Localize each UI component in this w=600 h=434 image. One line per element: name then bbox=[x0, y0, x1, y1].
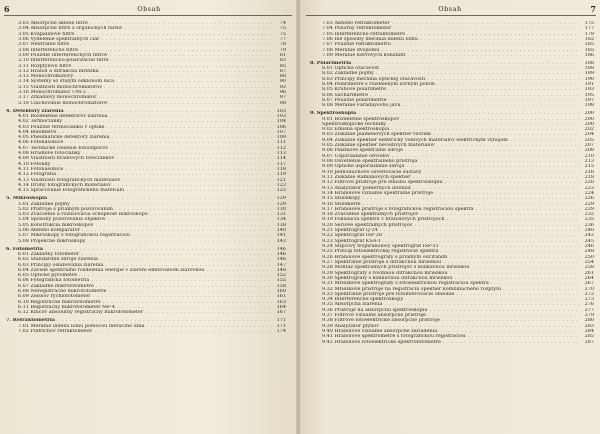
dot-leader bbox=[124, 188, 272, 193]
toc-entry-title: 9.06 Plazmové spektrálne zdroje bbox=[322, 148, 403, 154]
toc-page-number: 254 bbox=[584, 259, 594, 265]
toc-page-number: 272 bbox=[584, 291, 594, 297]
toc-page-number: 242 bbox=[584, 233, 594, 239]
toc-page-number: 175 bbox=[584, 21, 594, 26]
toc-entry-title: 4.14 Druhy fotografických materiálov bbox=[18, 182, 112, 188]
toc-page-number: 171 bbox=[276, 318, 286, 324]
toc-page-number: 182 bbox=[584, 36, 594, 42]
left-page bbox=[0, 0, 298, 434]
toc-page-number: 205 bbox=[584, 137, 594, 143]
toc-entry-title: 9.37 Filtrové vizuálne absorpčné prístroje bbox=[322, 313, 427, 319]
toc-entry-title: 3.11 Rozptylové filtre bbox=[18, 63, 72, 69]
toc-entry-title: 9.03 Získanie plamenových spektier vzoriek bbox=[322, 132, 432, 138]
toc-page-number: 118 bbox=[276, 167, 286, 173]
toc-entry-title: 4.08 Hradlové fotočlánky bbox=[18, 151, 81, 157]
toc-entry-title: 9.16 Stilometre bbox=[322, 201, 361, 207]
toc-entry bbox=[310, 340, 594, 345]
toc-entry-title: 6.03 Princípy oslabovania žiarenia bbox=[18, 262, 104, 268]
toc-page-number: 185 bbox=[584, 42, 594, 48]
toc-page-number: 134 bbox=[276, 217, 286, 223]
toc-entry-title: 6. Fotometria bbox=[6, 246, 43, 252]
dot-leader bbox=[401, 103, 580, 108]
toc-entry-title: 9.21 Spektrograf Q-24 bbox=[322, 228, 378, 234]
toc-page-number: 158 bbox=[276, 283, 286, 289]
toc-entry-title: 9.29 Spektrografy s rovinnou difrakčnou mriežkou bbox=[322, 270, 448, 276]
toc-entry-title: 9.30 Spektrografy s konkávnou difrakčnou mriežkou bbox=[322, 275, 453, 281]
toc-page-number: 229 bbox=[584, 206, 594, 212]
toc-page-number: 138 bbox=[276, 222, 286, 228]
toc-entry-title: 4.07 Technické riešenie fotoodporov bbox=[18, 145, 109, 151]
toc-entry-title: 3.03 Absorpčné sklené filtre bbox=[18, 21, 88, 26]
toc-page-number: 98 bbox=[279, 100, 286, 106]
toc-entry-title: 3.17 Zrkadlový monochromátor bbox=[18, 95, 97, 101]
toc-page-number: 188 bbox=[584, 60, 594, 66]
toc-page-number: 236 bbox=[584, 222, 594, 228]
toc-page-number: 197 bbox=[584, 97, 594, 103]
toc-page-number: 130 bbox=[276, 206, 286, 212]
right-running-title: Obsah bbox=[438, 5, 462, 13]
toc-entry-title: 9.33 Spektrálne prístroje pre fotometrovacie obdobie bbox=[322, 291, 455, 297]
toc-entry-title: 3.18 Ciachovanie monochromátorov bbox=[18, 100, 108, 106]
toc-page-number: 204 bbox=[584, 132, 594, 138]
header-rule bbox=[4, 15, 292, 16]
toc-page-number: 88 bbox=[279, 74, 286, 80]
toc-entry-title: 5.07 Mikroskopy s fotografickou registráciou bbox=[18, 233, 130, 239]
toc-entry-title: 7.02 Pulfrichov refraktometer bbox=[18, 328, 93, 334]
right-page bbox=[300, 0, 600, 434]
toc-page-number: 113 bbox=[276, 151, 286, 157]
toc-entry-title: 5.03 Zväčšenie a rozlišovacia schopnosť mikroskopu bbox=[18, 212, 148, 218]
toc-page-number: 245 bbox=[584, 238, 594, 244]
toc-page-number: 285 bbox=[584, 334, 594, 340]
toc-entry-title: 9.07 Usporiadanie obvodov bbox=[322, 153, 390, 159]
toc-page-number: 81 bbox=[279, 52, 286, 58]
toc-entry-title: 6.02 Standardné zdroje žiarenia bbox=[18, 257, 98, 263]
toc-page-number: 218 bbox=[584, 174, 594, 180]
toc-page-number: 75 bbox=[279, 31, 286, 37]
toc-page-number: 78 bbox=[279, 42, 286, 48]
toc-entry-title: 9.15 Stiloskopy bbox=[322, 196, 361, 202]
toc-page-number: 248 bbox=[584, 249, 594, 255]
toc-entry-title: 9.09 Optické usporiadanie zdroja bbox=[322, 164, 405, 170]
toc-page-number: 174 bbox=[276, 328, 286, 334]
toc-page-number: 179 bbox=[584, 31, 594, 37]
toc-entry-title: 6.10 Registračné mikrofotometre bbox=[18, 299, 101, 305]
toc-entry-title: 3.04 Absorpčné filtre z organických farbív bbox=[18, 26, 123, 32]
toc-entry-title: 9.41 Hranolové spektrometre s fotografickou registráciou bbox=[322, 334, 466, 340]
toc-page-number: 235 bbox=[584, 217, 594, 223]
toc-page-number: 284 bbox=[584, 329, 594, 334]
left-running-title: Obsah bbox=[137, 5, 161, 13]
toc-page-number: 186 bbox=[584, 52, 594, 58]
toc-entry-title: 9.08 Osvetlenie spektrálneho prístroja bbox=[322, 159, 418, 164]
toc-entry-title: 3.16 Monochromátor UM-2 bbox=[18, 90, 86, 96]
toc-entry-title: 6.11 Registračný mikrofotometer MF-4 bbox=[18, 305, 115, 311]
toc-page-number: 188 bbox=[584, 66, 594, 72]
toc-page-number: 143 bbox=[276, 238, 286, 244]
toc-entry-title: 9.40 Hranolové vizuálne absorpčné zariadenia bbox=[322, 329, 438, 334]
toc-entry-title: 6.05 Optické pyrometre bbox=[18, 273, 78, 279]
toc-entry-title: 6.07 Základné mikrofotometre bbox=[18, 283, 94, 289]
toc-entry-title: 4. Detektory žiarenia bbox=[6, 108, 64, 114]
toc-page-number: 208 bbox=[584, 148, 594, 154]
toc-page-number: 111 bbox=[276, 140, 286, 146]
toc-page-number: 121 bbox=[276, 177, 286, 183]
toc-entry-title: 4.06 Fotonásobiče bbox=[18, 140, 64, 146]
toc-entry-title: 6.12 Kľúčov absolútny registračný mikrofotometer bbox=[18, 310, 144, 316]
toc-page-number: 114 bbox=[276, 156, 286, 162]
toc-entry-title: 4.05 Pneumatické detektory žiarenia bbox=[18, 135, 110, 141]
toc-page-number: 131 bbox=[276, 212, 286, 218]
toc-page-number: 193 bbox=[584, 87, 594, 93]
toc-entry bbox=[310, 53, 594, 58]
toc-list-left bbox=[6, 21, 286, 334]
toc-entry-title: 8.06 Sacharimetre bbox=[322, 92, 369, 98]
left-page-number: 6 bbox=[4, 4, 10, 14]
toc-entry-title: 9.02 Emisná spektroskopia bbox=[322, 127, 390, 133]
toc-entry-title: 3.08 Interferenčné filtre bbox=[18, 47, 79, 53]
toc-entry bbox=[6, 101, 286, 106]
toc-entry-title: 6.09 Zeissov rýchlofotometer bbox=[18, 294, 91, 300]
toc-page-number: 216 bbox=[584, 169, 594, 175]
toc-page-number: 250 bbox=[584, 254, 594, 260]
toc-page-number: 215 bbox=[584, 164, 594, 170]
toc-entry-title: 7.01 Meranie indexu lomu pomocou meracího uhla bbox=[18, 323, 145, 329]
toc-entry-title: 8.05 Kruhové polarimetre bbox=[322, 87, 387, 93]
toc-entry-title: 9.25 Princíp fotoelektrickej registrácie spektra bbox=[322, 249, 439, 255]
toc-entry-title: 5.08 Projekčné mikroskopy bbox=[18, 238, 86, 244]
toc-entry-title: 3.12 Hranol a difrakčná mriežka bbox=[18, 68, 99, 74]
toc-entry-title: 9.13 Analyzátor pomerných intenzít bbox=[322, 185, 411, 191]
toc-entry-title: 3.05 Kvapalinové filtre bbox=[18, 31, 75, 37]
toc-entry-title: 9.14 Hranolové vizuálne spektrálne prístroje bbox=[322, 190, 433, 196]
toc-entry-title: Spektroskopické techniky bbox=[322, 121, 387, 127]
toc-entry-title: 8.01 Optická otáčavosť bbox=[322, 66, 379, 72]
toc-entry-title: 4.02 Termočlánky bbox=[18, 119, 63, 125]
left-page-header bbox=[0, 4, 298, 14]
toc-page-number: 83 bbox=[279, 58, 286, 64]
header-rule bbox=[306, 15, 596, 16]
toc-page-number: 85 bbox=[279, 63, 286, 69]
toc-entry-title: 8. Polarimetria bbox=[310, 60, 352, 66]
toc-page-number: 92 bbox=[279, 84, 286, 90]
toc-entry-title: 8.02 Základné pojmy bbox=[322, 71, 374, 77]
toc-page-number: 161 bbox=[276, 294, 286, 300]
toc-entry-title: 4.03 Použitie termočlánku v optike bbox=[18, 124, 105, 130]
toc-entry-title: 5.06 Abbého komparátor bbox=[18, 228, 80, 234]
toc-entry-title: 9.28 Montáž spektrálnych prístrojov s konkávnou mriežkou bbox=[322, 265, 470, 271]
toc-entry-title: 7.06 Iné spôsoby merania indexu lomu bbox=[322, 36, 418, 42]
toc-entry-title: 7.05 Interferenčné refraktometre bbox=[322, 31, 406, 37]
toc-page-number: 152 bbox=[276, 273, 286, 279]
toc-entry-title: 4.12 Fotografia bbox=[18, 172, 56, 178]
toc-entry-title: 7. Refraktometria bbox=[6, 318, 55, 324]
toc-page-number: 97 bbox=[279, 95, 286, 101]
toc-entry-title: 4.11 Fotonásobiče bbox=[18, 167, 64, 173]
toc-entry-title: 7.08 Meranie dvojlomu bbox=[322, 47, 380, 53]
toc-entry-title: 9. Spektroskopia bbox=[310, 111, 357, 117]
toc-page-number: 167 bbox=[276, 310, 286, 316]
right-page-header bbox=[300, 4, 600, 14]
toc-entry-title: 7.07 Použitie refraktometru bbox=[322, 42, 391, 48]
toc-entry-title: 9.19 Fokusácia spektra v hranolových prístrojoch bbox=[322, 217, 445, 223]
toc-entry-title: 9.20 Sériové spektrálnych prístrojov bbox=[322, 222, 413, 228]
toc-page-number: 146 bbox=[276, 246, 286, 252]
toc-entry bbox=[6, 188, 286, 193]
toc-page-number: 90 bbox=[279, 79, 286, 85]
toc-entry-title: 9.35 Absorpčná žiarenia bbox=[322, 302, 383, 308]
toc-page-number: 129 bbox=[276, 201, 286, 207]
toc-entry-title: 9.42 Hranolové fotoelektrické spektrofotometre bbox=[322, 339, 441, 345]
toc-entry-title: 9.11 Získanie Ramanových spektier bbox=[322, 174, 411, 180]
toc-list-right bbox=[310, 21, 594, 345]
toc-page-number: 224 bbox=[584, 190, 594, 196]
toc-entry-title: 9.31 Mriežkové spektrografy s fotoelektrickou registráciou spektra bbox=[322, 281, 489, 287]
toc-entry-title: 7.04 Ponorný refraktometer bbox=[322, 26, 392, 32]
toc-page-number: 189 bbox=[584, 71, 594, 77]
toc-page-number: 220 bbox=[584, 180, 594, 186]
dot-leader bbox=[108, 101, 272, 106]
toc-entry-title: 9.01 Rozdelenie spektroskopov bbox=[322, 116, 400, 122]
toc-entry-title: 4.01 Rozdelenie detektorov žiarenia bbox=[18, 113, 108, 119]
toc-entry-title: 5.05 Konštrukcia mikroskopov bbox=[18, 222, 94, 228]
toc-page-number: 119 bbox=[276, 172, 286, 178]
toc-page-number: 141 bbox=[276, 233, 286, 239]
toc-entry-title: 4.10 Fotónky bbox=[18, 161, 51, 167]
toc-entry-title: 3.07 Neutrálne filtre bbox=[18, 42, 70, 48]
toc-page-number: 246 bbox=[584, 244, 594, 249]
toc-page-number: 213 bbox=[584, 159, 594, 164]
toc-entry-title: 6.04 Závislé spektrálne rozdelenia energie v žiarení emitovanom žiarovkou bbox=[18, 267, 205, 273]
dot-leader bbox=[92, 329, 272, 334]
toc-page-number: 109 bbox=[276, 135, 286, 141]
toc-entry-title: 3.13 Monochromátory bbox=[18, 74, 74, 80]
toc-page-number: 107 bbox=[276, 129, 286, 135]
toc-page-number: 287 bbox=[584, 339, 594, 345]
toc-page-number: 279 bbox=[584, 313, 594, 319]
toc-page-number: 202 bbox=[584, 127, 594, 133]
toc-page-number: 160 bbox=[276, 289, 286, 295]
toc-page-number: 75 bbox=[279, 26, 286, 32]
toc-page-number: 240 bbox=[584, 228, 594, 234]
toc-page-number: 140 bbox=[276, 228, 286, 234]
dot-leader bbox=[405, 53, 580, 58]
toc-entry-title: 6.01 Základný fotometer bbox=[18, 251, 80, 257]
toc-page-number: 164 bbox=[276, 305, 286, 311]
toc-page-number: 261 bbox=[584, 270, 594, 276]
toc-entry-title: 4.09 Vlastnosti hradlových fotočlánkov bbox=[18, 156, 115, 162]
toc-entry bbox=[6, 329, 286, 334]
toc-entry-title: 8.03 Princípy merania optickej otáčavosti bbox=[322, 76, 426, 82]
toc-page-number: 264 bbox=[584, 275, 594, 281]
toc-page-number: 223 bbox=[584, 185, 594, 191]
toc-page-number: 79 bbox=[279, 47, 286, 53]
toc-page-number: 198 bbox=[584, 103, 594, 109]
right-page-number: 7 bbox=[590, 4, 596, 14]
toc-entry bbox=[6, 310, 286, 315]
toc-page-number: 163 bbox=[276, 299, 286, 305]
toc-page-number: 103 bbox=[276, 108, 286, 114]
toc-entry-title: 9.36 Prístroje na absorpčnú spektroskopiu bbox=[322, 307, 428, 313]
toc-entry-title: 9.10 Jednoduchové osvetľovacie sústavy bbox=[322, 169, 422, 175]
toc-entry-title: 7.09 Meranie Kerrových konštánt bbox=[322, 52, 406, 58]
dot-leader bbox=[143, 310, 272, 315]
toc-page-number: 267 bbox=[584, 281, 594, 287]
toc-page-number: 270 bbox=[584, 286, 594, 292]
toc-page-number: 195 bbox=[584, 92, 594, 98]
toc-page-number: 125 bbox=[276, 188, 286, 194]
toc-entry bbox=[6, 239, 286, 244]
toc-page-number: 117 bbox=[276, 161, 286, 167]
toc-entry-title: 3.15 Vlastnosti monochromátorov bbox=[18, 84, 102, 90]
toc-page-number: 280 bbox=[584, 318, 594, 324]
toc-entry-title: 5.04 Spôsoby pozorovania objektov bbox=[18, 217, 106, 223]
toc-entry-title: 4.13 Vlastnosti fotografických materiálov bbox=[18, 177, 121, 183]
toc-entry-title: 9.04 Získanie spektier elektricky vodivých materiálov elektrickým výbojom bbox=[322, 137, 508, 143]
toc-page-number: 146 bbox=[276, 251, 286, 257]
toc-page-number: 210 bbox=[584, 153, 594, 159]
toc-entry-title: 3.09 Použitie interferenčných filtrov bbox=[18, 52, 108, 58]
toc-entry-title: 4.15 Spracovanie fotografického materiálu bbox=[18, 188, 125, 194]
toc-entry-title: 9.18 Zväčšenie spektrálnych prístrojov bbox=[322, 212, 419, 218]
toc-page-number: 148 bbox=[276, 267, 286, 273]
toc-entry-title: 9.34 Interferenčné spektroskopy bbox=[322, 297, 404, 303]
toc-entry-title: 8.07 Použitie polarimetrie bbox=[322, 97, 387, 103]
toc-page-number: 77 bbox=[279, 36, 286, 42]
toc-page-number: 190 bbox=[584, 76, 594, 82]
toc-entry-title: 9.05 Získanie spektier nevodivých materiálov bbox=[322, 143, 435, 149]
toc-entry-title: 9.27 Spektrálne prístroje s difrakčnou mriežkou bbox=[322, 259, 442, 265]
toc-entry-title: 8.08 Meranie Faradayovho javu bbox=[322, 103, 401, 109]
toc-page-number: 200 bbox=[584, 116, 594, 122]
toc-page-number: 147 bbox=[276, 262, 286, 268]
toc-entry bbox=[310, 103, 594, 108]
toc-entry-title: 9.26 Hranolové spektrografy s priamym odčítaním bbox=[322, 254, 448, 260]
toc-entry-title: 9.17 Hranolové prístroje s fotografickou registráciou spektra bbox=[322, 206, 474, 212]
toc-page-number: 171 bbox=[276, 323, 286, 329]
toc-page-number: 112 bbox=[276, 145, 286, 151]
toc-entry-title: 5. Mikroskopia bbox=[6, 196, 48, 202]
toc-entry-title: 7.03 Abbého refraktometer bbox=[322, 21, 390, 26]
toc-page-number: 273 bbox=[584, 297, 594, 303]
toc-entry-title: 4.04 Bolometre bbox=[18, 129, 57, 135]
toc-entry-title: 5.02 Pristroje s priamym pozorovaním bbox=[18, 206, 113, 212]
toc-page-number: 129 bbox=[276, 196, 286, 202]
toc-page-number: 229 bbox=[584, 201, 594, 207]
toc-entry-title: 9.24 Stĺpcový trojhranolový spektrograf ISP-51 bbox=[322, 244, 439, 249]
toc-page-number: 106 bbox=[276, 124, 286, 130]
toc-page-number: 191 bbox=[584, 82, 594, 88]
toc-page-number: 103 bbox=[276, 113, 286, 119]
toc-entry-title: 8.04 Polarimetre s rozdeleným zorným poľom bbox=[322, 82, 435, 88]
dot-leader bbox=[86, 239, 273, 244]
toc-entry-title: 9.23 Spektrograf KSA-1 bbox=[322, 238, 382, 244]
toc-page-number: 277 bbox=[584, 307, 594, 313]
toc-entry-title: 9.32 Mriežkové prístroje na registráciu spektier kombinačného rozptylu bbox=[322, 286, 501, 292]
toc-entry-title: 9.39 Analyzátor plynov bbox=[322, 323, 379, 329]
toc-page-number: 155 bbox=[276, 278, 286, 284]
dot-leader bbox=[441, 340, 580, 345]
toc-page-number: 185 bbox=[584, 47, 594, 53]
toc-entry-title: 3.06 Vydelenie spektrálnych čiar bbox=[18, 36, 100, 42]
toc-entry-title: 3.14 Systémy so stálym odklonom lúča bbox=[18, 79, 115, 85]
toc-page-number: 177 bbox=[584, 26, 594, 32]
toc-page-number: 200 bbox=[584, 111, 594, 117]
toc-entry-title: 3.10 Interferenčno-polarizačné filtre bbox=[18, 58, 109, 64]
toc-page-number: 123 bbox=[276, 182, 286, 188]
toc-entry-title: 6.06 Fotografická fotometria bbox=[18, 278, 90, 284]
toc-page-number: 146 bbox=[276, 257, 286, 263]
toc-entry-title: 6.08 Neregistračné mikrofotometre bbox=[18, 289, 107, 295]
toc-entry-title: 9.38 Filtrové fotoelektrické absorpčné prístroje bbox=[322, 318, 440, 324]
toc-page-number: 104 bbox=[276, 119, 286, 125]
toc-entry-title: 9.12 Filtrové prístroje pre emisnú spektroskopiu bbox=[322, 180, 443, 186]
toc-page-number: 276 bbox=[584, 302, 594, 308]
toc-page-number: 96 bbox=[279, 90, 286, 96]
toc-page-number: 283 bbox=[584, 323, 594, 329]
toc-entry-title: 5.01 Základné pojmy bbox=[18, 201, 70, 207]
toc-page-number: 87 bbox=[279, 68, 286, 74]
toc-entry-title: 9.22 Spektrograf ISP-28 bbox=[322, 233, 382, 239]
toc-page-number: 258 bbox=[584, 265, 594, 271]
toc-page-number: 226 bbox=[584, 196, 594, 202]
toc-page-number: 232 bbox=[584, 212, 594, 218]
toc-page-number: 74 bbox=[279, 21, 286, 26]
toc-page-number: 200 bbox=[584, 121, 594, 127]
toc-page-number: 207 bbox=[584, 143, 594, 149]
